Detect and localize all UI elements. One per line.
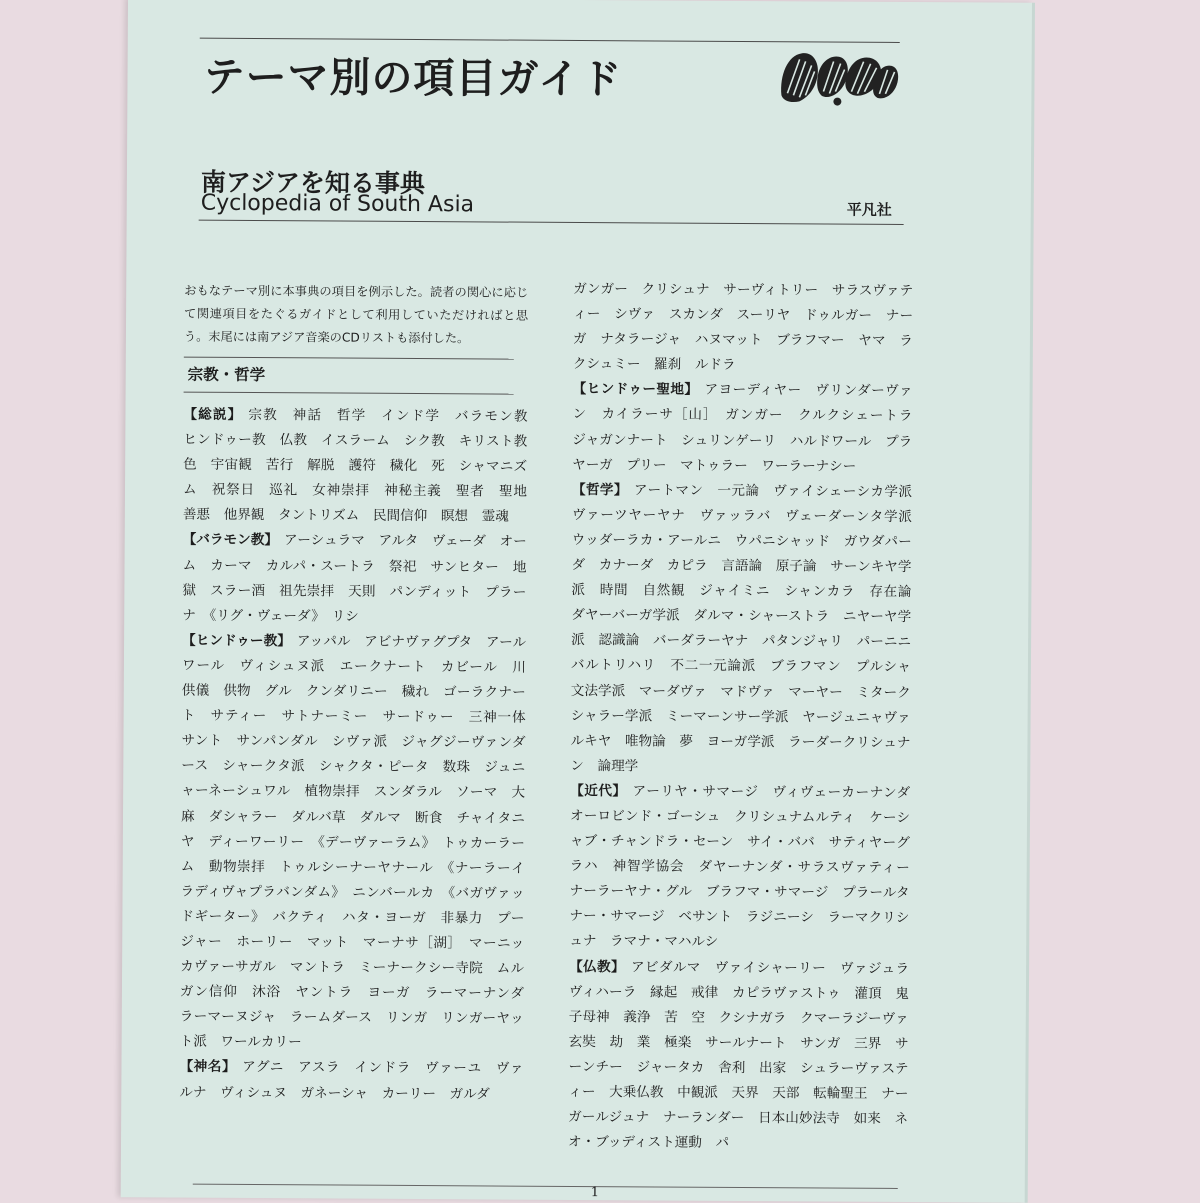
entry-terms: アーシュラマ アルタ ヴェーダ オーム カーマ カルパ・スートラ 祭祀 サンヒター 地獄 スラー酒 祖先崇拝 天則 パンディット プラーナ 《リグ・ヴェーダ》 リシ: [182, 532, 527, 625]
entry-group: [567, 954, 923, 1157]
entry-terms: アグニ アスラ インドラ ヴァーユ ヴァルナ ヴィシュヌ ガネーシャ カーリー ガルダ: [179, 1059, 524, 1102]
footer-rule: [193, 1184, 898, 1189]
entry-group: [572, 377, 927, 479]
category-tag: 【ヒンドゥー教】: [182, 632, 291, 650]
entry-group: [573, 277, 914, 379]
page-number: 1: [590, 1185, 600, 1201]
decorative-emblem-icon: [777, 45, 901, 108]
book-subtitle: Cyclopedia of South Asia: [200, 190, 475, 218]
category-tag: 【総説】: [183, 406, 243, 423]
page-edge: [1025, 3, 1035, 1203]
entry-terms: アートマン 一元論 ヴァイシェーシカ学派 ヴァーツヤーヤナ ヴァッラバ ヴェーダーンタ学派 ウッダーラカ・アールニ ウパニシャッド ガウダパーダ カナーダ カピラ 言語論 原子論 サーンキヤ学派 時間 自然観 ジャイミニ シャンカラ 存在論 ダヤーバーガ学派 ダルマ・シャーストラ ニヤーヤ学派 認識論 バーダラーヤナ パタンジャリ パーニニ バルトリハリ 不二一元論派 ブラフマン プルシャ 文法学派 マーダヴァ マドヴァ マーヤー ミタークシャラー学派 ミーマーンサー学派 ヤージュニャヴァルキヤ 唯物論 夢 ヨーガ学派 ラーダークリシュナン 論理学: [570, 482, 926, 775]
category-tag: 【近代】: [570, 782, 627, 800]
right-column: [567, 277, 927, 1157]
entry-terms: アヨーディヤー ヴリンダーヴァン カイラーサ［山］ ガンガー クルクシェートラ ジャガンナート シュリンゲーリ ハルドワール プラヤーガ プリー マトゥラー ワーラーナシー: [572, 382, 927, 475]
entry-group: [182, 528, 527, 630]
category-tag: 【ヒンドゥー聖地】: [572, 381, 699, 399]
entry-terms: アビダルマ ヴァイシャーリー ヴァジュラヴィハーラ 縁起 戒律 カピラヴァストゥ 灌頂 鬼子母神 義浄 苦 空 クシナガラ クマーラジーヴァ 玄奘 劫 業 極楽 サールナート サンガ 三界 サーンチー ジャータカ 舎利 出家 シュラーヴァスティー 大乗仏教 中観派 天界 天部 転輪聖王 ナーガールジュナ ナーランダー 日本山妙法寺 如来 ネオ・ブッディスト運動 パ: [567, 958, 923, 1152]
category-tag: 【哲学】: [571, 481, 628, 499]
entry-group: [182, 403, 542, 531]
entry-group: [179, 628, 540, 1057]
category-tag: 【神名】: [179, 1059, 237, 1076]
entry-terms: ガンガー クリシュナ サーヴィトリー サラスヴァティー シヴァ スカンダ スーリヤ ドゥルガー ナーガ ナタラージャ ハヌマット ブラフマー ヤマ ラクシュミー 羅刹 ルドラ: [572, 280, 914, 374]
top-rule: [200, 38, 900, 43]
section-heading: 宗教・哲学: [187, 364, 266, 385]
publisher-name: 平凡社: [846, 200, 892, 219]
category-tag: 【仏教】: [569, 958, 626, 975]
guide-title: テーマ別の項目ガイド: [203, 52, 623, 104]
entry-group: [570, 478, 926, 781]
intro-paragraph: おもなテーマ別に本事典の項目を例示した。読者の関心に応じて関連項目をたぐるガイドとして利用していただければと思う。末尾には南アジア音楽のCDリストも添付した。: [183, 283, 529, 346]
book-title: 南アジアを知る事典: [200, 167, 425, 199]
entry-terms: アーリヤ・サマージ ヴィヴェーカーナンダ オーロビンド・ゴーシュ クリシュナムルティ ケーシャブ・チャンドラ・セーン サイ・ババ サティヤーグラハ 神智学協会 ダヤーナンダ・サラスヴァティー ナーラーヤナ・グル ブラフマ・サマージ プラールタナー・サマージ ベサント ラジニーシ ラーマクリシュナ ラマナ・マハルシ: [569, 783, 924, 951]
left-column: [179, 280, 542, 1108]
entry-terms: アッパル アビナヴァグプタ アールワール ヴィシュヌ派 エークナート カビール 川 供儀 供物 グル クンダリニー 穢れ ゴーラクナート サティー サトナーミー サードゥー 三神一体 サント サンパンダル シヴァ派 ジャグジーヴァンダース シャークタ派 シャクタ・ピータ 数珠 ジュニャーネーシュワル 植物崇拝 スンダラル ソーマ 大麻 ダシャラー ダルバ草 ダルマ 断食 チャイタニヤ ディーワーリー 《デーヴァーラム》 トゥカーラーム 動物崇拝 トゥルシーナーヤナール 《ナーラーイラディヴャプラバンダム》 ニンバールカ 《バガヴァッドギーター》 バクティ ハタ・ヨーガ 非暴力 プージャー ホーリー マット マーナサ［湖］ マーニッカヴァーサガル マントラ ミーナークシー寺院 ムルガン信仰 沐浴 ヤントラ ヨーガ ラーマーナンダ ラーマーヌジャ ラームダース リンガ リンガーヤット派 ワールカリー: [179, 633, 540, 1051]
guide-page: [121, 0, 1033, 1203]
entry-group: [179, 1055, 523, 1107]
left-entry-list: [179, 403, 542, 1108]
entry-group: [569, 779, 924, 957]
entry-terms: 宗教 神話 哲学 インド学 バラモン教 ヒンドゥー教 仏教 イスラーム シク教 キリスト教 色 宇宙観 苦行 解脱 護符 穢化 死 シャマニズム 祝祭日 巡礼 女神崇拝 神秘主義 聖者 聖地 善悪 他界観 タントリズム 民間信仰 瞑想 霊魂: [182, 406, 542, 525]
category-tag: 【バラモン教】: [182, 532, 279, 549]
title-rule: [199, 220, 904, 225]
page-content: [179, 0, 980, 1201]
